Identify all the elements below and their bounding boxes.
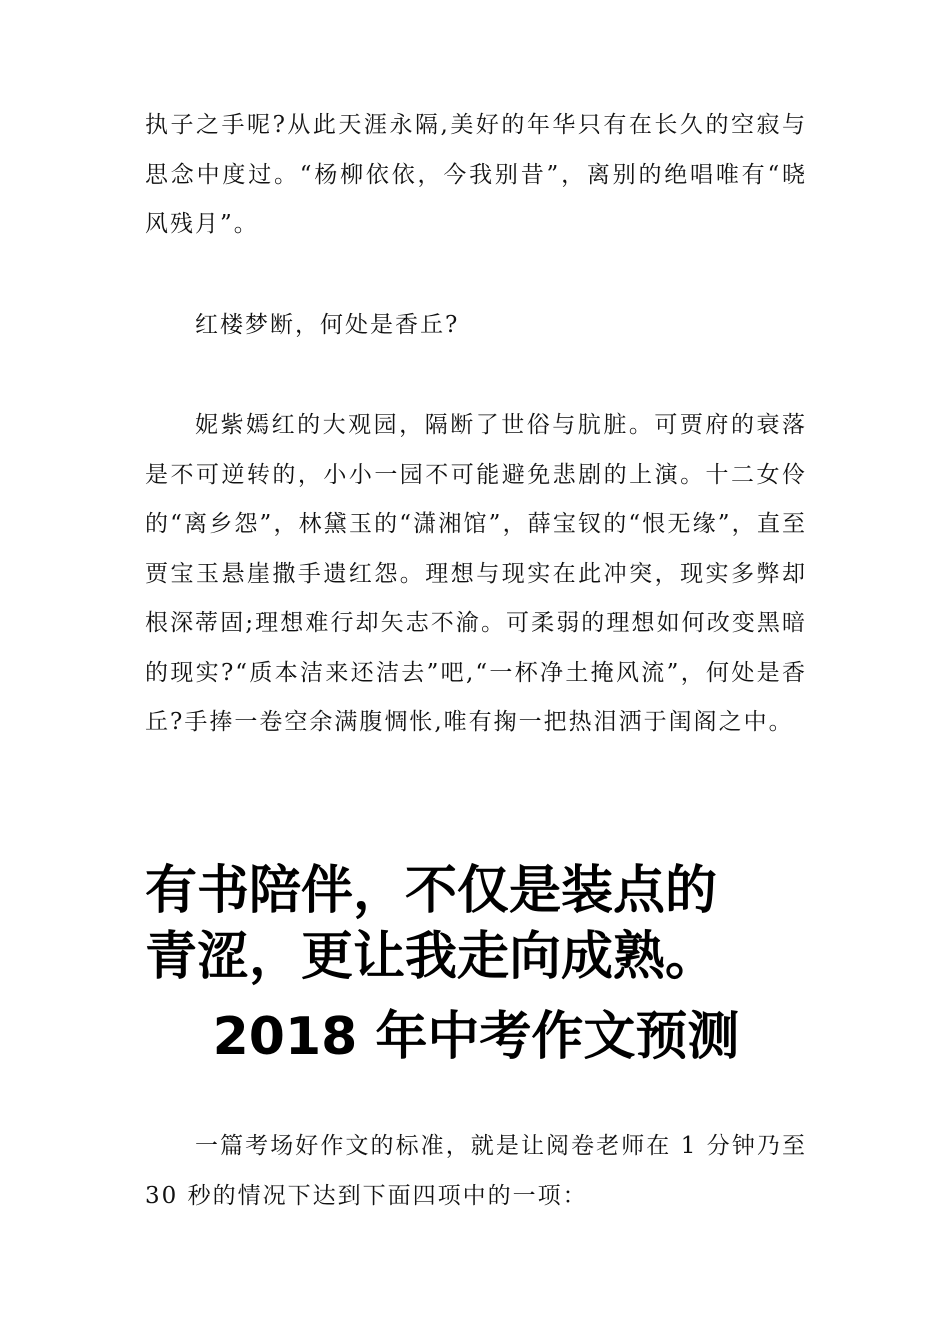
heading-line-2: 青涩，更让我走向成熟。	[145, 927, 718, 987]
body-paragraph: 一篇考场好作文的标准，就是让阅卷老师在 1 分钟乃至30 秒的情况下达到下面四项中的一项：	[145, 1133, 807, 1209]
body-paragraph: 执子之手呢?从此天涯永隔,美好的年华只有在长久的空寂与思念中度过。“杨柳依依，今我别昔”，离别的绝唱唯有“晓风残月”。	[145, 112, 807, 237]
heading-line-1: 有书陪伴，不仅是装点的	[145, 861, 718, 921]
body-paragraph: 妮紫嫣红的大观园，隔断了世俗与肮脏。可贾府的衰落是不可逆转的，小小一园不可能避免悲剧的上演。十二女伶的“离乡怨”，林黛玉的“潇湘馆”，薛宝钗的“恨无缘”，直至贾宝玉悬崖撒手遗红怨。理想与现实在此冲突，现实多弊却根深蒂固;理想难行却矢志不渝。可柔弱的理想如何改变黑暗的现实?“质本洁来还洁去”吧,“一杯净土掩风流”，何处是香丘?手捧一卷空余满腹惆怅,唯有掬一把热泪洒于闺阁之中。	[145, 412, 807, 735]
subheading-paragraph: 红楼梦断，何处是香丘?	[195, 312, 460, 338]
heading-line-3: 2018 年中考作文预测	[212, 1007, 740, 1067]
